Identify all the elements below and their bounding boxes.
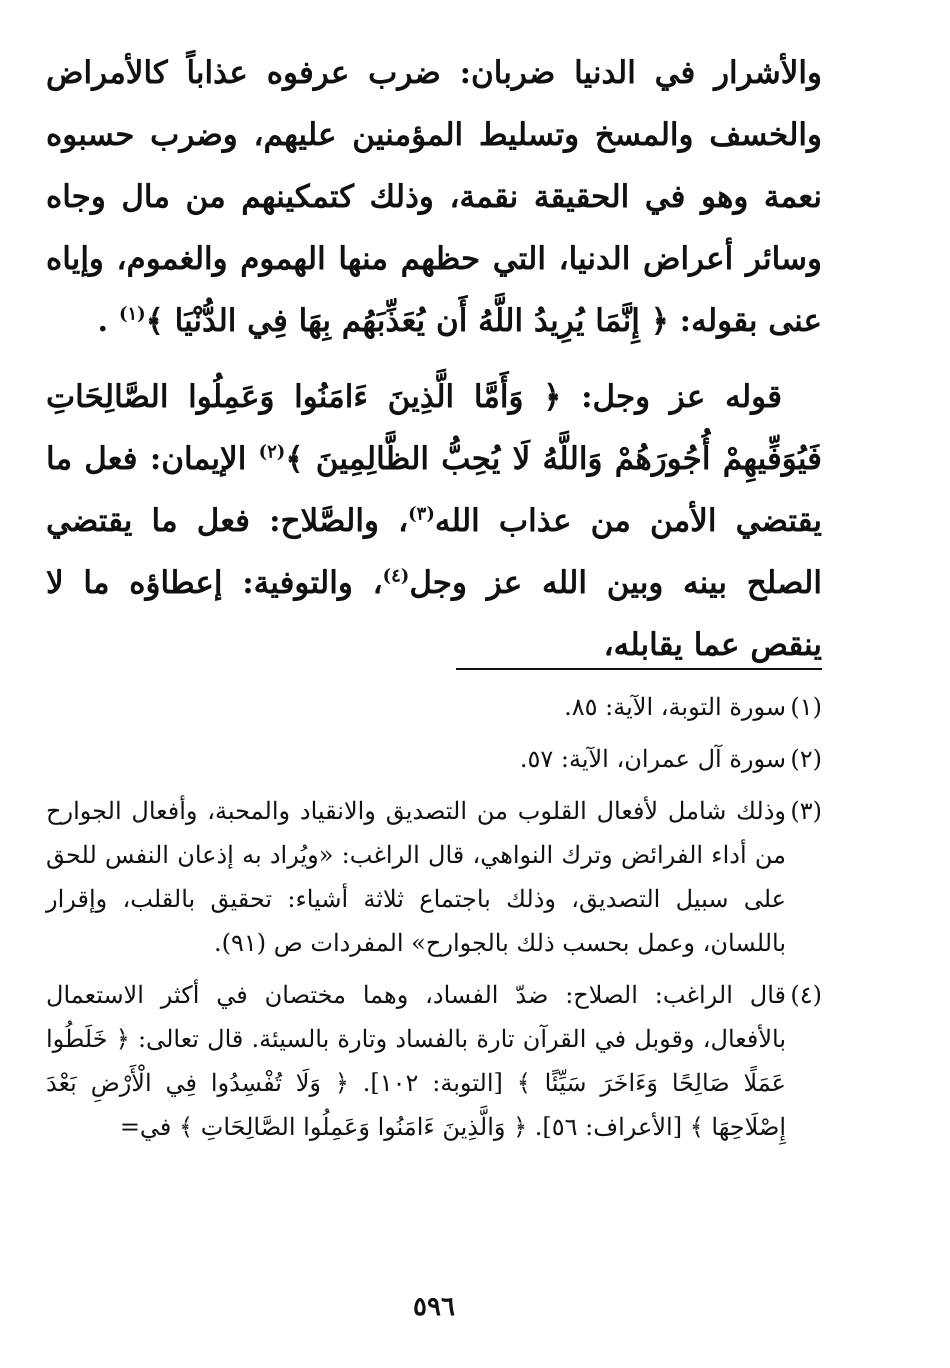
paragraph-1-end: . (97, 303, 109, 339)
footnote-ref-3: (٣) (408, 503, 435, 525)
footnote-4 (46, 973, 822, 1149)
footnote-ref-4: (٤) (382, 565, 410, 587)
footnote-text: قال الراغب: الصلاح: ضدّ الفساد، وهما مختصان في أكثر الاستعمال بالأفعال، وقوبل في القرآن تارة بالفساد وتارة بالسيئة. قال تعالى: ﴿ خَلَطُوا عَمَلًا صَالِحًا وَءَاخَرَ سَيِّئًا ﴾ [التوبة: ١٠٢]. ﴿ وَلَا تُفْسِدُوا فِي الْأَرْضِ بَعْدَ إِصْلَاحِهَا ﴾ [الأعراف: ٥٦]. ﴿ وَالَّذِينَ ءَامَنُوا وَعَمِلُوا الصَّالِحَاتِ ﴾ في= (46, 981, 786, 1141)
main-paragraph-1 (46, 42, 822, 352)
book-page (46, 0, 822, 1368)
footnote-number: (٢) (790, 745, 822, 773)
footnote-3 (46, 789, 822, 965)
footnotes (46, 685, 822, 1157)
footnote-text: سورة آل عمران، الآية: ٥٧. (519, 745, 786, 773)
footnote-text: وذلك شامل لأفعال القلوب من التصديق والانقياد والمحبة، وأفعال الجوارح من أداء الفرائض وترك النواهي، قال الراغب: «ويُراد به إذعان النفس للحق على سبيل التصديق، وذلك باجتماع ثلاثة أشياء: تحقيق بالقلب، وإقرار باللسان، وعمل بحسب ذلك بالجوارح» المفردات ص (٩١). (46, 797, 787, 957)
paragraph-1-text: والأشرار في الدنيا ضربان: ضرب عرفوه عذاباً كالأمراض والخسف والمسخ وتسليط المؤمنين عليهم، وضرب حسبوه نعمة وهو في الحقيقة نقمة، وذلك كتمكينهم من مال وجاه وسائر أعراض الدنيا، التي حظهم منها الهموم والغموم، وإياه عنى بقوله: (46, 55, 822, 339)
footnote-number: (٤) (790, 981, 822, 1009)
paragraph-2-part-a: الإيمان: فعل ما يقتضي الأمن من عذاب الله (46, 441, 822, 539)
footnote-1 (46, 685, 822, 729)
main-paragraph-2 (46, 366, 822, 676)
quran-verse-1: ﴿ إِنَّمَا يُرِيدُ اللَّهُ أَن يُعَذِّبَهُم بِهَا فِي الدُّنْيَا ﴾ (145, 303, 669, 339)
footnote-ref-1: (١) (118, 303, 146, 325)
quran-verse-2: ﴿ وَأَمَّا الَّذِينَ ءَامَنُوا وَعَمِلُوا الصَّالِحَاتِ فَيُوَفِّيهِمْ أُجُورَهُمْ وَاللَّهُ لَا يُحِبُّ الظَّالِمِينَ ﴾ (46, 379, 822, 477)
paragraph-2-intro: قوله عز وجل: (581, 379, 783, 415)
footnote-number: (٣) (790, 797, 822, 825)
footnote-separator (456, 668, 822, 670)
page-number: ٥٩٦ (413, 1292, 455, 1322)
footnote-text: سورة التوبة، الآية: ٨٥. (564, 693, 786, 721)
paragraph-2-part-c: ، والتوفية: إعطاؤه ما لا ينقص عما يقابله، (46, 565, 822, 663)
footnote-number: (١) (790, 693, 822, 721)
main-text (46, 42, 822, 676)
paragraph-2-part-b: ، والصَّلاح: فعل ما يقتضي الصلح بينه وبين الله عز وجل (46, 503, 822, 601)
footnote-2 (46, 737, 822, 781)
footnote-ref-2: (٢) (258, 441, 286, 463)
